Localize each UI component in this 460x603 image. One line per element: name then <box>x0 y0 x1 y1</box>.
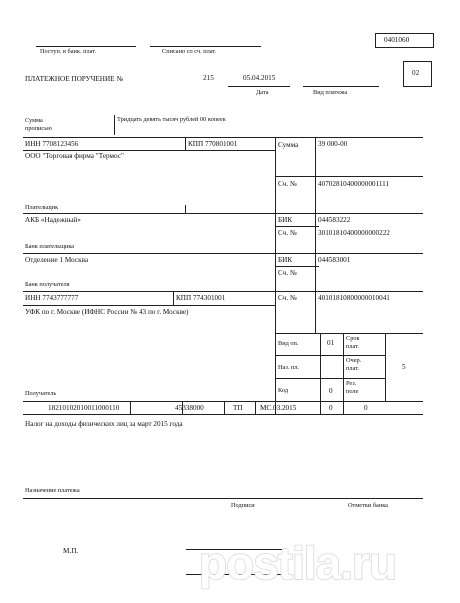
vid-op-value: 01 <box>327 339 335 347</box>
rez-label-2: поле <box>346 388 359 395</box>
tax-kbk: 18210102010011000110 <box>48 404 120 412</box>
stamp-label: М.П. <box>63 547 79 555</box>
amount-words-divider <box>114 115 115 135</box>
grid-line <box>185 137 186 150</box>
document-title: ПЛАТЕЖНОЕ ПОРУЧЕНИЕ № <box>25 75 124 83</box>
grid-line <box>385 333 386 401</box>
grid-line <box>275 176 423 177</box>
payer-inn: ИНН 7708123456 <box>25 140 79 148</box>
tax-doc-number: 0 <box>329 404 333 412</box>
received-line <box>36 46 136 47</box>
grid-line <box>23 401 423 402</box>
payee-name: УФК по г. Москве (ИФНС России № 43 по г. Москве) <box>25 308 189 316</box>
grid-line <box>275 226 319 227</box>
tax-period: МС.03.2015 <box>260 404 297 412</box>
grid-line <box>275 355 385 356</box>
grid-line <box>320 401 321 414</box>
debited-line <box>150 46 261 47</box>
payee-kpp: КПП 774301001 <box>176 294 226 302</box>
payee-bank-account-label: Сч. № <box>278 269 297 277</box>
tax-oktmo: 45338000 <box>175 404 204 412</box>
grid-line <box>275 333 423 334</box>
grid-line <box>23 213 423 214</box>
tax-basis: ТП <box>233 404 243 412</box>
grid-line <box>315 291 316 333</box>
ochered-value: 5 <box>402 363 406 371</box>
watermark-logo <box>196 536 446 590</box>
payer-name: ООО "Торговая фирма "Термос" <box>25 152 124 160</box>
amount-words-label-1: Сумма <box>25 117 43 124</box>
sum-label: Сумма <box>278 141 299 149</box>
grid-line <box>173 291 174 305</box>
payer-bank-bik-label: БИК <box>278 216 293 224</box>
document-date: 05.04.2015 <box>243 74 276 82</box>
purpose-label: Назначение платежа <box>25 487 80 494</box>
grid-line <box>23 291 423 292</box>
naz-pl-label: Наз. пл. <box>278 364 300 371</box>
ochered-label-2: плат. <box>346 365 359 372</box>
purpose-line <box>23 498 423 499</box>
payee-inn: ИНН 7743777777 <box>25 294 79 302</box>
srok-label-1: Срок <box>346 335 360 342</box>
status-code: 02 <box>412 69 420 77</box>
date-label: Дата <box>256 89 269 96</box>
payee-bank-bik-label: БИК <box>278 256 293 264</box>
payer-bank-name: АКБ «Надежный» <box>25 216 81 224</box>
signatures-label: Подписи <box>231 502 255 509</box>
grid-line <box>185 205 186 213</box>
payee-bank-label: Банк получателя <box>25 281 70 288</box>
payer-bank-label: Банк плательщика <box>25 243 75 250</box>
amount-words-value: Тридцать девять тысяч рублей 00 копеек <box>117 116 226 123</box>
grid-line <box>275 137 276 414</box>
date-line <box>228 86 290 87</box>
grid-line <box>315 137 316 291</box>
svg-text:postila.ru: postila.ru <box>199 537 397 589</box>
kod-value: 0 <box>329 387 333 395</box>
grid-line <box>224 401 225 414</box>
bank-marks-label: Отметки банка <box>348 502 388 509</box>
okud-code: 0401060 <box>384 36 410 44</box>
grid-line <box>23 305 275 306</box>
debited-label: Списано со сч. плат. <box>162 48 217 55</box>
ochered-label-1: Очер. <box>346 357 362 364</box>
received-label: Поступ. в банк. плат. <box>40 48 97 55</box>
grid-line <box>23 150 275 151</box>
payee-account-value: 40101810800000010041 <box>318 294 390 302</box>
payee-bank-name: Отделение 1 Москва <box>25 256 89 264</box>
payer-account-label: Сч. № <box>278 180 297 188</box>
sum-value: 39 000-00 <box>318 140 348 148</box>
payer-bank-account-label: Сч. № <box>278 229 297 237</box>
payer-label: Плательщик <box>25 204 59 211</box>
grid-line <box>23 253 423 254</box>
payer-kpp: КПП 770801001 <box>188 140 238 148</box>
payer-bank-account-value: 30101810400000000222 <box>318 229 390 237</box>
grid-line <box>275 266 319 267</box>
grid-line <box>255 401 256 414</box>
grid-line <box>343 401 344 414</box>
purpose-text: Налог на доходы физических лиц за март 2015 года <box>25 420 183 428</box>
payment-type-line <box>303 86 379 87</box>
grid-line <box>23 137 423 138</box>
rez-label-1: Рез. <box>346 380 357 387</box>
document-number: 215 <box>203 74 214 82</box>
payee-bank-bik-value: 044583001 <box>318 256 351 264</box>
payee-account-label: Сч. № <box>278 294 297 302</box>
vid-op-label: Вид оп. <box>278 340 299 347</box>
grid-line <box>23 414 423 415</box>
payee-label: Получатель <box>25 390 57 397</box>
tax-doc-date: 0 <box>364 404 368 412</box>
amount-words-label-2: прописью <box>25 125 52 132</box>
grid-line <box>130 401 131 414</box>
kod-label: Код <box>278 387 289 394</box>
grid-line <box>275 378 385 379</box>
srok-label-2: плат. <box>346 343 359 350</box>
payer-account-value: 40702810400000001111 <box>318 180 390 188</box>
payer-bank-bik-value: 044583222 <box>318 216 351 224</box>
payment-type-label: Вид платежа <box>313 89 348 96</box>
